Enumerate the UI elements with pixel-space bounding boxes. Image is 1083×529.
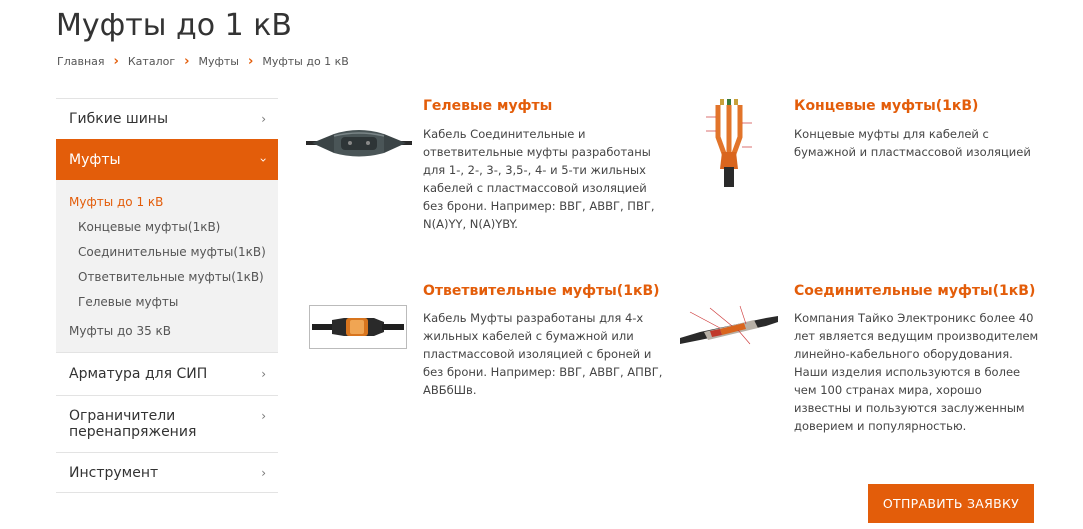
breadcrumb-chevron-icon: › [184, 54, 190, 69]
chevron-right-icon: › [261, 465, 266, 480]
sidebar-item-tools[interactable] [56, 452, 278, 492]
branch-coupling-image[interactable] [309, 305, 407, 349]
submenu-item-connecting[interactable]: Соединительные муфты(1кВ) [78, 245, 266, 259]
product-description-branch: Кабель Муфты разработаны для 4-х жильных кабелей с бумажной или пластмассовой изоляцией с броней и без брони. Например: ВВГ, АВВГ, АПВГ, АВБбШв. [423, 311, 663, 397]
sidebar [56, 98, 278, 493]
sidebar-item-label: Инструмент [69, 464, 159, 481]
breadcrumb-couplings[interactable]: Муфты [198, 55, 239, 68]
breadcrumb-chevron-icon: › [247, 54, 254, 69]
sidebar-divider [56, 492, 278, 493]
gel-coupling-image[interactable] [306, 120, 412, 168]
submenu-item-terminal[interactable]: Концевые муфты(1кВ) [78, 220, 221, 234]
product-title-branch[interactable]: Ответвительные муфты(1кВ) [423, 283, 660, 299]
product-title-terminal[interactable]: Концевые муфты(1кВ) [794, 98, 979, 114]
product-title-connecting[interactable]: Соединительные муфты(1кВ) [794, 283, 1036, 299]
sidebar-item-flexible-bus[interactable] [56, 98, 278, 139]
submenu-item-gel[interactable]: Гелевые муфты [78, 295, 179, 309]
sidebar-item-label: Арматура для СИП [69, 366, 208, 382]
breadcrumb [57, 55, 349, 68]
product-title-gel[interactable]: Гелевые муфты [423, 98, 553, 114]
page-title: Муфты до 1 кВ [56, 8, 292, 43]
sidebar-item-label: Муфты [69, 152, 121, 168]
breadcrumb-current: Муфты до 1 кВ [262, 55, 349, 68]
chevron-right-icon: › [261, 409, 266, 423]
product-description-terminal: Концевые муфты для кабелей с бумажной и пластмассовой изоляцией [794, 127, 1031, 159]
submenu-item-up-to-1kv[interactable]: Муфты до 1 кВ [69, 195, 164, 209]
chevron-down-icon: › [256, 157, 271, 163]
breadcrumb-chevron-icon: › [113, 54, 119, 69]
sidebar-item-couplings[interactable] [56, 139, 278, 180]
sidebar-item-label: Ограничители перенапряжения [69, 408, 197, 440]
breadcrumb-catalog[interactable]: Каталог [127, 55, 176, 68]
product-description-gel: Кабель Соединительные и ответвительные муфты разработаны для 1-, 2-, 3-, 3,5-, 4- и 5-ти жильных кабелей с пластмассовой изоляцией без брони. Например: ВВГ, АВВГ, ПВГ, N(A)YY, N(A)YBY. [423, 127, 655, 231]
submenu-item-up-to-35kv[interactable]: Муфты до 35 кВ [69, 324, 172, 338]
breadcrumb-home[interactable]: Главная [57, 55, 105, 68]
chevron-right-icon: › [261, 112, 266, 126]
submenu-item-branch[interactable]: Ответвительные муфты(1кВ) [78, 270, 264, 284]
terminal-coupling-image[interactable] [702, 97, 756, 189]
sidebar-item-sip-fittings[interactable] [56, 352, 278, 395]
sidebar-item-surge-arresters[interactable] [56, 395, 278, 452]
chevron-right-icon: › [261, 367, 266, 381]
product-description-connecting: Компания Тайко Электроникс более 40 лет является ведущим производителем линейно-кабельного оборудования. Наши изделия используются в более чем 100 странах мира, хорошо известны и пользуются заслуженным доверием и популярностью. [794, 311, 1039, 433]
send-request-button[interactable]: ОТПРАВИТЬ ЗАЯВКУ [868, 484, 1034, 523]
sidebar-submenu [56, 180, 278, 352]
sidebar-item-label: Гибкие шины [69, 111, 169, 127]
connecting-coupling-image[interactable] [680, 300, 780, 350]
